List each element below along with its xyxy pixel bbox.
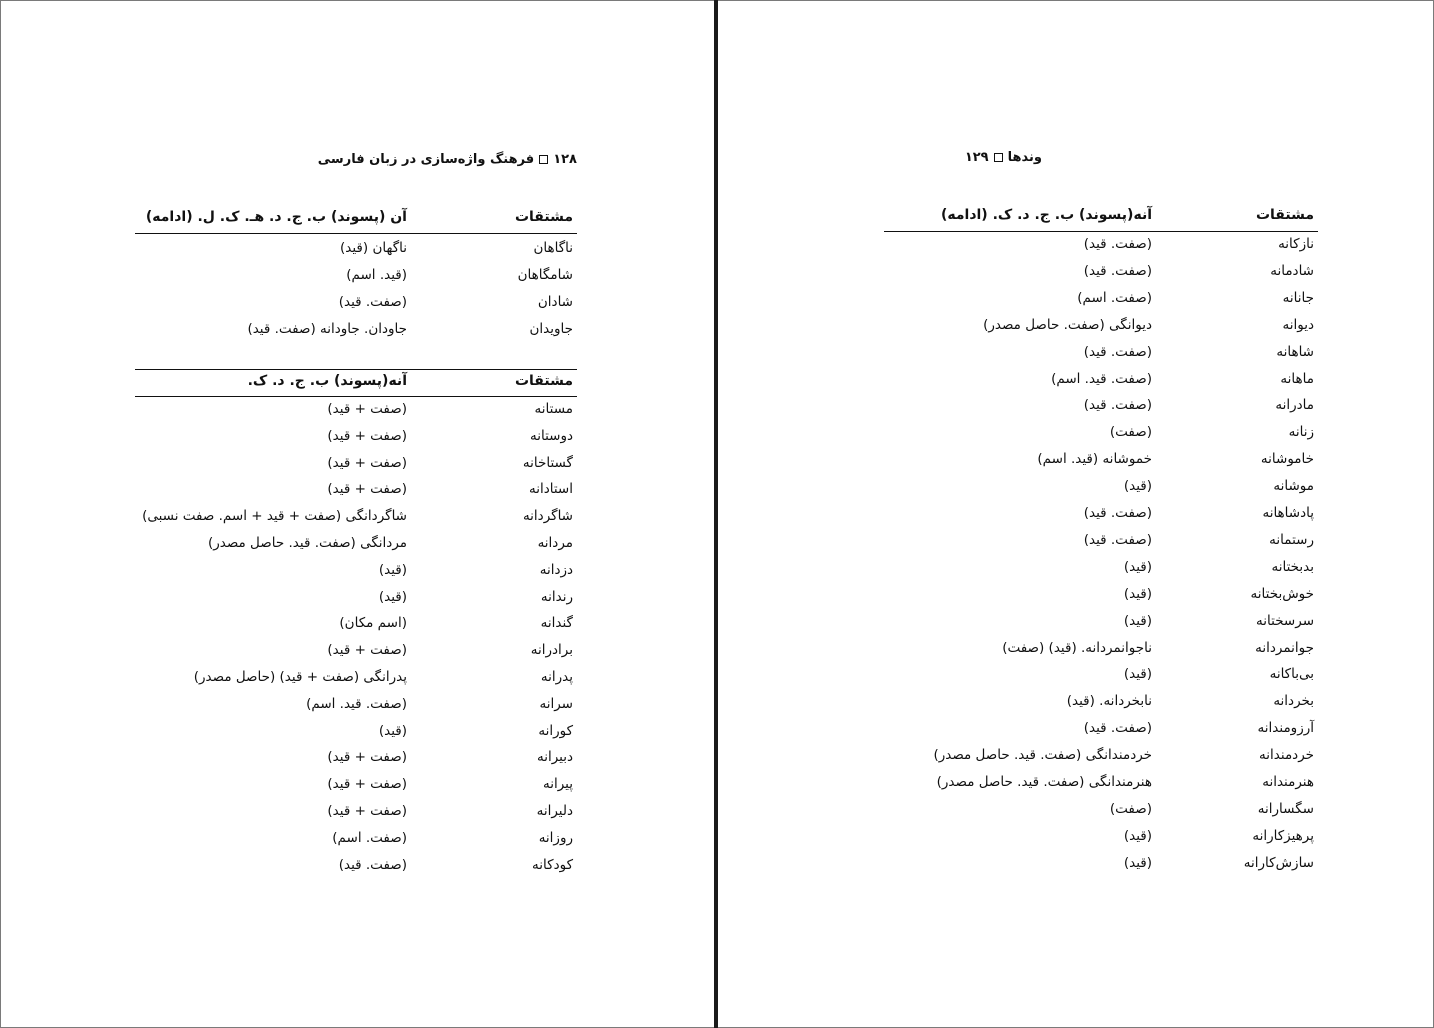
derivative-word: هنرمندانه <box>1262 774 1314 790</box>
derivative-note: (صفت + قید) <box>327 642 407 659</box>
table-row <box>884 559 1318 586</box>
table-row <box>884 532 1318 559</box>
table-row <box>135 455 577 482</box>
table-rows <box>884 232 1318 882</box>
derivative-word: رندانه <box>540 588 573 605</box>
derivative-word: دیوانه <box>1282 316 1314 333</box>
table-row <box>135 508 577 535</box>
derivative-word: خوش‌بختانه <box>1250 585 1314 602</box>
derivative-note: (قید) <box>378 561 407 578</box>
derivative-note: (قید) <box>1123 854 1152 871</box>
table-row <box>135 696 577 723</box>
derivative-note: (صفت. قید. اسم) <box>306 695 407 712</box>
derivative-note: شاگردانگی (صفت + قید + اسم. صفت نسبی) <box>142 508 407 525</box>
page-128 <box>0 0 714 1028</box>
derivative-note: (صفت. اسم) <box>332 829 407 846</box>
table-row <box>135 589 577 616</box>
derivative-word: آرزومندانه <box>1257 720 1314 737</box>
derivative-note: (صفت) <box>1109 800 1152 817</box>
derivative-note: خموشانه (قید. اسم) <box>1037 451 1152 468</box>
derivatives-table-aaneh-continued <box>884 203 1318 882</box>
derivative-word: خاموشانه <box>1260 451 1314 468</box>
derivative-word: برادرانه <box>530 642 573 659</box>
page-number: ۱۲۹ <box>964 150 989 165</box>
derivative-note: (قید) <box>378 588 407 605</box>
table-row <box>884 263 1318 290</box>
table-row <box>884 828 1318 855</box>
page-129 <box>718 0 1434 1028</box>
table-row <box>884 478 1318 505</box>
derivative-note: (صفت. اسم) <box>1077 289 1152 306</box>
derivative-note: (قید) <box>1123 666 1152 683</box>
derivative-note: (اسم مکان) <box>339 615 407 632</box>
derivative-word: گندانه <box>540 615 573 632</box>
derivative-note: (صفت. قید) <box>1083 505 1152 521</box>
table-row <box>884 236 1318 263</box>
derivative-note: (قید) <box>1123 612 1152 629</box>
derivative-word: مردانه <box>537 535 573 551</box>
derivative-word: جاویدان <box>529 321 573 337</box>
table-row <box>135 749 577 776</box>
derivative-word: کودکانه <box>532 856 573 873</box>
derivative-word: پرهیزکارانه <box>1252 827 1314 844</box>
derivative-word: سازش‌کارانه <box>1243 854 1314 871</box>
table-row <box>135 428 577 455</box>
derivative-note: جاودان. جاودانه (صفت. قید) <box>247 321 407 337</box>
derivative-note: خردمندانگی (صفت. قید. حاصل مصدر) <box>933 747 1152 764</box>
derivative-word: جوانمردانه <box>1255 639 1314 656</box>
derivative-note: پدرانگی (صفت + قید) (حاصل مصدر) <box>193 669 407 685</box>
table-row <box>135 240 577 267</box>
table-row <box>135 669 577 696</box>
table-row <box>884 640 1318 667</box>
derivative-word: شادمانه <box>1270 262 1314 279</box>
table-row <box>884 693 1318 720</box>
derivative-word: پیرانه <box>542 776 573 793</box>
derivative-word: نازکانه <box>1278 236 1314 252</box>
derivative-note: (صفت. قید) <box>1083 531 1152 548</box>
derivative-word: پدرانه <box>540 669 573 685</box>
table-rows <box>135 397 577 883</box>
table-row <box>135 803 577 830</box>
derivatives-table-aan <box>135 203 577 348</box>
derivative-word: پادشاهانه <box>1262 505 1314 521</box>
derivative-word: ناگاهان <box>533 240 573 256</box>
table-header <box>135 369 577 397</box>
derivative-word: روزانه <box>538 829 573 846</box>
derivative-note: (صفت. قید) <box>338 294 407 310</box>
table-row <box>884 505 1318 532</box>
table-row <box>135 481 577 508</box>
derivative-word: مستانه <box>534 401 573 417</box>
table-row <box>884 774 1318 801</box>
square-ornament-icon <box>539 155 548 164</box>
derivative-note: مردانگی (صفت. قید. حاصل مصدر) <box>207 535 407 551</box>
derivative-word: موشانه <box>1273 478 1314 495</box>
header-suffix: آنه(پسوند) ب. ج. د. ک. <box>247 373 407 389</box>
running-head-129 <box>965 150 1042 165</box>
derivative-word: استادانه <box>528 481 573 498</box>
page-number: ۱۲۸ <box>553 152 577 167</box>
header-suffix: آنه(پسوند) ب. ج. د. ک. (ادامه) <box>940 207 1152 223</box>
table-header <box>135 203 577 234</box>
table-row <box>135 642 577 669</box>
table-row <box>135 776 577 803</box>
derivative-note: ناجوانمردانه. (قید) (صفت) <box>1002 639 1152 656</box>
derivative-word: دوستانه <box>529 427 573 444</box>
derivative-note: (صفت + قید) <box>327 749 407 766</box>
derivative-note: (صفت. قید) <box>1083 236 1152 252</box>
table-rows <box>135 234 577 348</box>
derivative-note: (صفت. قید) <box>1083 720 1152 737</box>
derivative-note: (صفت + قید) <box>327 803 407 819</box>
derivative-word: سگسارانه <box>1257 800 1314 817</box>
table-row <box>884 290 1318 317</box>
derivative-note: (صفت) <box>1109 424 1152 441</box>
derivative-word: جانانه <box>1282 289 1314 306</box>
table-row <box>135 401 577 428</box>
header-derivatives: مشتقات <box>514 373 573 389</box>
table-row <box>884 613 1318 640</box>
square-ornament-icon <box>994 153 1003 162</box>
derivative-word: سرانه <box>539 695 573 712</box>
running-head-title: وندها <box>1007 150 1042 165</box>
header-derivatives: مشتقات <box>514 209 573 225</box>
derivative-note: (صفت. قید) <box>1083 397 1152 414</box>
derivative-note: (صفت + قید) <box>327 454 407 471</box>
table-row <box>884 586 1318 613</box>
table-row <box>135 535 577 562</box>
derivative-note: (صفت + قید) <box>327 776 407 793</box>
header-suffix: آن (پسوند) ب. ج. د. هـ. ک. ل. (ادامه) <box>145 209 407 225</box>
table-row <box>884 747 1318 774</box>
derivative-word: ماهانه <box>1280 370 1314 387</box>
derivative-note: ناگهان (قید) <box>340 240 407 256</box>
header-derivatives: مشتقات <box>1255 207 1314 223</box>
table-row <box>884 371 1318 398</box>
derivative-word: دبیرانه <box>536 749 573 766</box>
derivative-word: بخردانه <box>1273 693 1314 710</box>
derivative-note: (قید. اسم) <box>346 267 407 283</box>
derivative-note: (قید) <box>1123 827 1152 844</box>
table-row <box>135 830 577 857</box>
derivative-word: شاگردانه <box>522 508 573 525</box>
derivative-word: شامگاهان <box>517 267 573 283</box>
table-row <box>135 615 577 642</box>
table-row <box>884 720 1318 747</box>
table-row <box>884 344 1318 371</box>
table-row <box>884 666 1318 693</box>
derivative-note: (قید) <box>1123 558 1152 575</box>
table-row <box>884 451 1318 478</box>
derivative-note: (صفت + قید) <box>327 481 407 498</box>
derivative-word: بدبختانه <box>1271 558 1314 575</box>
derivative-word: شاهانه <box>1276 343 1314 360</box>
derivative-word: سرسختانه <box>1256 612 1314 629</box>
derivative-note: هنرمندانگی (صفت. قید. حاصل مصدر) <box>936 774 1152 790</box>
derivative-word: کورانه <box>538 722 573 739</box>
derivative-word: شادان <box>537 294 573 310</box>
derivative-note: (قید) <box>378 722 407 739</box>
table-row <box>135 562 577 589</box>
table-header <box>884 203 1318 232</box>
table-row <box>135 267 577 294</box>
derivative-word: دلیرانه <box>536 803 573 819</box>
derivative-note: (صفت. قید) <box>1083 343 1152 360</box>
derivative-word: زنانه <box>1288 424 1314 441</box>
derivative-word: بی‌باکانه <box>1269 666 1314 683</box>
running-head-128 <box>318 152 577 167</box>
derivatives-table-aaneh <box>135 369 577 883</box>
table-row <box>884 801 1318 828</box>
derivative-word: دزدانه <box>539 561 573 578</box>
table-row <box>135 723 577 750</box>
derivative-note: (صفت + قید) <box>327 401 407 417</box>
running-head-title: فرهنگ واژه‌سازی در زبان فارسی <box>317 152 535 167</box>
derivative-note: نابخردانه. (قید) <box>1066 693 1152 710</box>
derivative-note: (صفت. قید. اسم) <box>1051 370 1152 387</box>
derivative-note: (صفت. قید) <box>1083 262 1152 279</box>
derivative-word: خردمندانه <box>1259 747 1314 764</box>
derivative-word: گستاخانه <box>522 454 573 471</box>
table-row <box>135 321 577 348</box>
table-row <box>884 397 1318 424</box>
table-row <box>135 857 577 884</box>
derivative-note: (قید) <box>1123 478 1152 495</box>
derivative-note: (صفت + قید) <box>327 427 407 444</box>
derivative-note: (صفت. قید) <box>338 856 407 873</box>
table-row <box>884 855 1318 882</box>
table-row <box>884 317 1318 344</box>
derivative-word: مادرانه <box>1275 397 1314 414</box>
table-row <box>135 294 577 321</box>
table-row <box>884 424 1318 451</box>
derivative-word: رستمانه <box>1269 531 1314 548</box>
derivative-note: (قید) <box>1123 585 1152 602</box>
derivative-note: دیوانگی (صفت. حاصل مصدر) <box>983 316 1152 333</box>
